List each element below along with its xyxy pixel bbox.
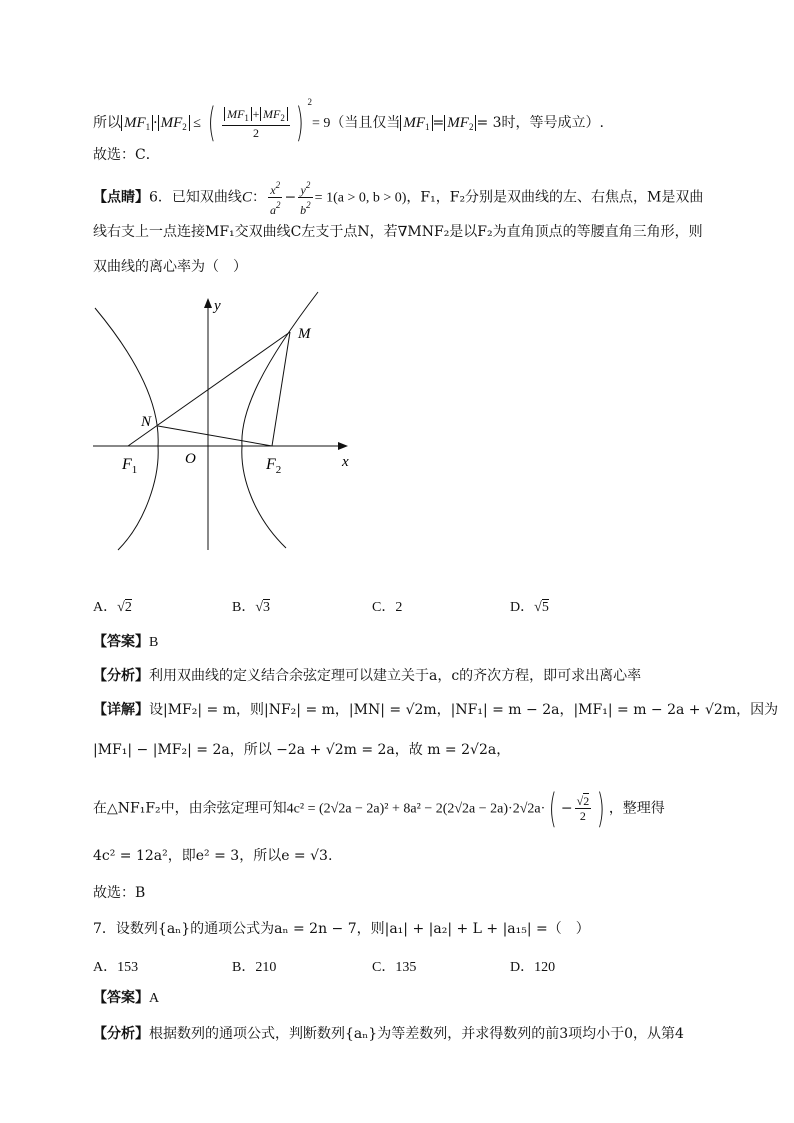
label-y: y <box>214 298 221 314</box>
abs-mf1: $MF_1$ <box>121 115 153 131</box>
note-open: （当且仅当 <box>330 115 401 131</box>
q6-choice-b[interactable]: B．√3 <box>232 600 271 615</box>
line-n-f2 <box>158 426 272 446</box>
frac-x2a2: $\frac{x^2}{a^2}$ <box>269 180 281 217</box>
abs-mf2: $MF_2$ <box>158 115 190 131</box>
q6-detail-l1: 【详解】设|MF₂| = m，则|NF₂| = m，|MN| = √2m，|NF₁| = m − 2a，|MF₁| = m − 2a + √2m，因为 <box>93 702 779 718</box>
label-f2: $F_2$ <box>266 456 282 476</box>
q6-analysis: 【分析】利用双曲线的定义结合余弦定理可以建立关于a，c的齐次方程，即可求出离心率 <box>93 668 642 684</box>
q7-analysis: 【分析】根据数列的通项公式，判断数列{aₙ}为等差数列，并求得数列的前3项均小于0，从第4 <box>93 1026 684 1042</box>
label-o: O <box>185 451 196 467</box>
result: = 9 <box>311 116 331 131</box>
q6-stem-line2: 线右支上一点连接MF₁交双曲线C左支于点N，若∇MNF₂是以F₂为直角顶点的等腰直角三角形，则 <box>93 224 703 240</box>
text-prefix: 所以 <box>93 115 121 131</box>
q6-detail-l4: 4c² = 12a²，即e² = 3，所以e = √3. <box>93 848 333 864</box>
q7-choice-a[interactable]: A．153 <box>93 960 139 975</box>
q6-detail-l2: |MF₁| − |MF₂| = 2a，所以 −2a + √2m = 2a，故 m = 2√2a， <box>93 742 511 758</box>
q6-end: 故选：B <box>93 885 146 901</box>
fraction: $\frac{MF_1 + MF_2}{2}$ <box>222 107 290 140</box>
y-axis-arrow <box>204 298 212 308</box>
q6-choice-c[interactable]: C．2 <box>372 600 403 615</box>
frac-sqrt2-2: $\frac{√2}{2}$ <box>576 794 590 823</box>
label-x: x <box>342 454 349 470</box>
label-n: N <box>141 414 152 430</box>
frac-y2b2: $\frac{y^2}{b^2}$ <box>300 180 311 217</box>
q6-stem2: ，F₁，F₂分别是双曲线的左、右焦点，M是双曲 <box>406 189 704 206</box>
q6-stem1: 6．已知双曲线 <box>149 189 242 206</box>
right-paren: ) <box>295 100 304 146</box>
cond: = 1(a > 0, b > 0) <box>314 190 407 206</box>
q6-answer: 【答案】B <box>93 634 159 650</box>
q7-answer: 【答案】A <box>93 990 160 1006</box>
q7-choice-b[interactable]: B．210 <box>232 960 277 975</box>
q6-choice-a[interactable]: A．√2 <box>93 600 132 615</box>
hyperbola-figure <box>90 288 360 553</box>
q7-stem: 7．设数列{aₙ}的通项公式为aₙ = 2n − 7，则|a₁| + |a₂| + L + |a₁₅| =（ ） <box>93 921 590 937</box>
line-m-f2 <box>272 332 290 446</box>
inequality-line: 所以 $MF_1 \cdot MF_2$ ≤ ( $\frac{MF_1 + MF_2}{2}$ ) $^2$= 9（当且仅当 $MF_1 = MF_2 = 3$时，等号成立）. <box>93 97 604 146</box>
label-m: M <box>298 326 311 342</box>
answer-c: 故选：C． <box>93 147 160 163</box>
line-f1-m <box>128 332 290 446</box>
q7-choice-c[interactable]: C．135 <box>372 960 417 975</box>
q6-detail-l3: 在△NF₁F₂中，由余弦定理可知4c² = (2√2a − 2a)² + 8a² − 2(2√2a − 2a)·2√2a·( − $\frac{√2}{2}$ ) ，整理得 <box>93 785 665 832</box>
left-paren: ( <box>208 100 217 146</box>
label-f1: $F_1$ <box>122 456 138 476</box>
x-axis-arrow <box>338 442 348 450</box>
q6-stem-line3: 双曲线的离心率为（ ） <box>93 259 247 275</box>
tag-dianjing: 【点睛】 <box>93 189 149 206</box>
c-label: C <box>241 189 252 206</box>
q6-choice-d[interactable]: D．√5 <box>510 600 549 615</box>
q6-stem-line1: 【点睛】6．已知双曲线C： $\frac{x^2}{a^2}$ − $\frac{y^2}{b^2}$ = 1(a > 0, b > 0)，F₁，F₂分别是双曲线的左、右焦点，M是双曲 <box>93 180 704 217</box>
q7-choice-d[interactable]: D．120 <box>510 960 556 975</box>
note-eq: = 3时，等号成立）. <box>476 115 604 131</box>
